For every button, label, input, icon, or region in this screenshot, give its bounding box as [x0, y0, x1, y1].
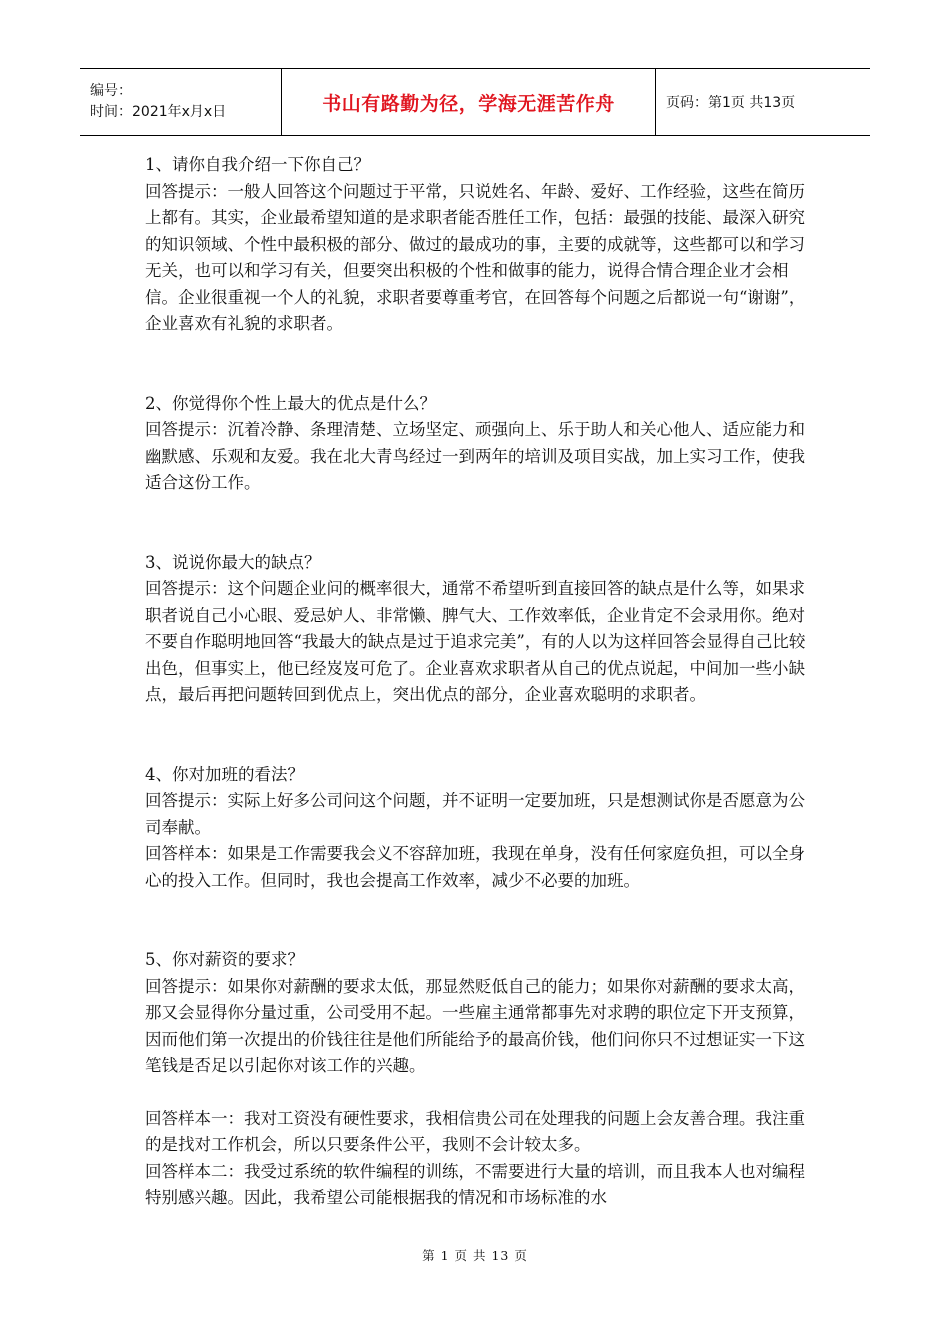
question-2: 2、你觉得你个性上最大的优点是什么？ — [145, 393, 436, 413]
document-number-label: 编号： — [90, 83, 132, 99]
header-page-cell — [656, 69, 870, 135]
answer-sample-4: 回答样本：如果是工作需要我会义不容辞加班，我现在单身，没有任何家庭负担，可以全身心的投入工作。但同时，我也会提高工作效率，减少不必要的加班。 — [145, 844, 805, 890]
answer-hint-5: 回答提示：如果你对薪酬的要求太低，那显然贬低自己的能力；如果你对薪酬的要求太高，那又会显得你分量过重，公司受用不起。一些雇主通常都事先对求聘的职位定下开支预算，因而他们第一次提出的价钱往往是他们所能给予的最高价钱，他们问你只不过想证实一下这笔钱是否足以引起你对该工作的兴趣。 — [145, 976, 805, 1075]
answer-hint-1: 回答提示：一般人回答这个问题过于平常，只说姓名、年龄、爱好、工作经验，这些在简历上都有。其实，企业最希望知道的是求职者能否胜任工作，包括：最强的技能、最深入研究的知识领域、个性中最积极的部分、做过的最成功的事，主要的成就等，这些都可以和学习无关，也可以和学习有关，但要突出积极的个性和做事的能力，说得合情合理企业才会相信。企业很重视一个人的礼貌，求职者要尊重考官，在回答每个问题之后都说一句“谢谢”，企业喜欢有礼貌的求职者。 — [145, 181, 806, 333]
header-motto: 书山有路勤为径，学海无涯苦作舟 — [322, 92, 615, 115]
spacer — [145, 497, 810, 550]
document-time-label: 时间：2021年x月x日 — [90, 104, 227, 120]
spacer — [145, 894, 810, 947]
header-motto-cell — [282, 69, 656, 135]
answer-hint-2: 回答提示：沉着冷静、条理清楚、立场坚定、顽强向上、乐于助人和关心他人、适应能力和幽默感、乐观和友爱。我在北大青鸟经过一到两年的培训及项目实战，加上实习工作，使我适合这份工作。 — [145, 420, 805, 492]
answer-sample-5-2: 回答样本二：我受过系统的软件编程的训练，不需要进行大量的培训，而且我本人也对编程特别感兴趣。因此，我希望公司能根据我的情况和市场标准的水 — [145, 1161, 805, 1207]
question-1: 1、请你自我介绍一下你自己？ — [145, 155, 370, 174]
spacer — [145, 1080, 810, 1106]
answer-hint-3: 回答提示：这个问题企业问的概率很大，通常不希望听到直接回答的缺点是什么等，如果求职者说自己小心眼、爱忌妒人、非常懒、脾气大、工作效率低，企业肯定不会录用你。绝对不要自作聪明地回答“我最大的缺点是过于追求完美”，有的人以为这样回答会显得自己比较出色，但事实上，他已经岌岌可危了。企业喜欢求职者从自己的优点说起，中间加一些小缺点，最后再把问题转回到优点上，突出优点的部分，企业喜欢聪明的求职者。 — [145, 579, 806, 704]
spacer — [145, 338, 810, 391]
spacer — [145, 709, 810, 762]
document-body — [145, 152, 810, 1212]
page-footer: 第 1 页 共 13 页 — [422, 1248, 528, 1263]
question-3: 3、说说你最大的缺点？ — [145, 552, 321, 572]
header-page-label: 页码：第1页 共13页 — [666, 95, 796, 111]
question-5: 5、你对薪资的要求？ — [145, 950, 304, 969]
answer-sample-5-1: 回答样本一：我对工资没有硬性要求，我相信贵公司在处理我的问题上会友善合理。我注重的是找对工作机会，所以只要条件公平，我则不会计较太多。 — [145, 1108, 805, 1154]
answer-hint-4: 回答提示：实际上好多公司问这个问题，并不证明一定要加班，只是想测试你是否愿意为公司奉献。 — [145, 791, 805, 837]
header-meta — [80, 69, 282, 135]
page-header — [80, 68, 870, 136]
question-4: 4、你对加班的看法？ — [145, 764, 304, 784]
